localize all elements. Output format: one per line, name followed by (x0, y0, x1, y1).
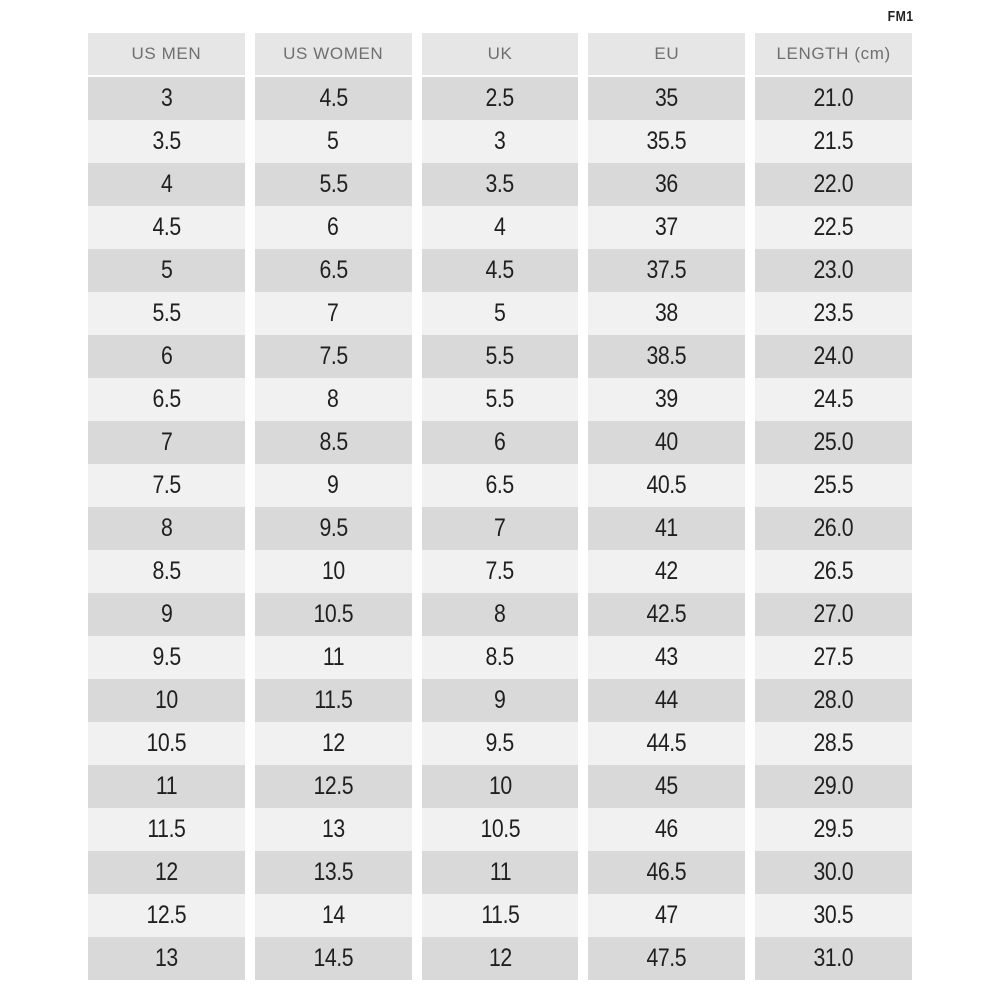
table-cell (88, 335, 245, 378)
table-cell (422, 77, 579, 120)
table-cell (422, 679, 579, 722)
table-cell-value: 26.5 (813, 557, 854, 585)
table-row (88, 421, 912, 464)
table-cell (588, 163, 745, 206)
size-conversion-table (88, 33, 912, 980)
table-cell (755, 120, 912, 163)
table-cell (422, 937, 579, 980)
table-cell-value: 46 (655, 815, 679, 843)
table-row (88, 507, 912, 550)
table-cell (755, 507, 912, 550)
table-cell-value: 12 (321, 729, 345, 757)
table-row (88, 464, 912, 507)
table-row (88, 206, 912, 249)
table-cell (255, 765, 412, 808)
table-cell (755, 937, 912, 980)
table-cell (88, 550, 245, 593)
table-cell-value: 3.5 (152, 127, 181, 155)
table-cell-value: 5.5 (319, 170, 348, 198)
header-cell: EU (588, 33, 745, 75)
table-cell-value: 31.0 (813, 944, 854, 972)
table-cell-value: 42 (655, 557, 679, 585)
table-cell-value: 7.5 (485, 557, 515, 585)
table-cell-value: 21.0 (813, 84, 854, 112)
table-cell-value: 14 (321, 901, 345, 929)
table-cell (255, 808, 412, 851)
table-cell-value: 46.5 (646, 858, 687, 886)
table-cell-value: 27.0 (813, 600, 854, 628)
table-cell-value: 35 (655, 84, 679, 112)
table-cell-value: 6 (327, 213, 339, 241)
table-row (88, 77, 912, 120)
table-cell (255, 937, 412, 980)
table-cell-value: 37.5 (646, 256, 687, 284)
table-row (88, 335, 912, 378)
table-row (88, 636, 912, 679)
table-cell (255, 593, 412, 636)
table-cell (588, 378, 745, 421)
table-cell-value: 25.5 (813, 471, 854, 499)
table-cell (88, 163, 245, 206)
table-cell (255, 421, 412, 464)
table-cell-value: 3 (494, 127, 506, 155)
table-cell (755, 765, 912, 808)
table-cell (422, 507, 579, 550)
table-cell (755, 722, 912, 765)
table-cell-value: 8 (160, 514, 173, 542)
table-cell (88, 808, 245, 851)
header-cell: UK (422, 33, 579, 75)
table-cell (255, 894, 412, 937)
table-row (88, 120, 912, 163)
table-cell (755, 464, 912, 507)
table-cell (422, 550, 579, 593)
table-cell (88, 593, 245, 636)
table-cell (755, 808, 912, 851)
table-cell (422, 593, 579, 636)
table-cell (422, 808, 579, 851)
table-cell-value: 11 (322, 643, 344, 671)
table-cell (422, 120, 579, 163)
table-cell-value: 40 (655, 428, 679, 456)
table-cell-value: 28.5 (813, 729, 854, 757)
table-cell-value: 38.5 (646, 342, 687, 370)
table-cell (255, 550, 412, 593)
table-cell (588, 550, 745, 593)
table-cell-value: 8 (327, 385, 339, 413)
table-cell (88, 722, 245, 765)
table-cell-value: 35.5 (646, 127, 687, 155)
table-cell-value: 23.0 (813, 256, 854, 284)
table-cell (88, 464, 245, 507)
table-cell-value: 11 (489, 858, 511, 886)
table-cell (88, 507, 245, 550)
table-cell-value: 41 (655, 514, 679, 542)
table-cell-value: 7.5 (152, 471, 181, 499)
table-cell-value: 9.5 (319, 514, 348, 542)
table-cell-value: 22.5 (813, 213, 854, 241)
table-cell-value: 45 (655, 772, 679, 800)
table-cell-value: 23.5 (813, 299, 854, 327)
table-row (88, 894, 912, 937)
table-cell-value: 11.5 (314, 686, 353, 714)
table-row (88, 163, 912, 206)
table-cell-value: 5.5 (485, 342, 515, 370)
table-cell (588, 507, 745, 550)
table-cell (588, 636, 745, 679)
table-cell (588, 937, 745, 980)
table-row (88, 550, 912, 593)
table-cell-value: 13 (154, 944, 178, 972)
table-cell-value: 4 (160, 170, 173, 198)
table-row (88, 292, 912, 335)
table-cell (588, 421, 745, 464)
table-cell (255, 163, 412, 206)
table-cell-value: 5.5 (485, 385, 515, 413)
table-cell-value: 40.5 (646, 471, 687, 499)
table-cell-value: 7 (327, 299, 339, 327)
table-cell-value: 47 (655, 901, 679, 929)
table-cell-value: 14.5 (313, 944, 354, 972)
table-cell-value: 2.5 (485, 84, 515, 112)
table-cell (255, 335, 412, 378)
table-cell-value: 6.5 (319, 256, 348, 284)
table-cell-value: 39 (655, 385, 679, 413)
table-cell (755, 894, 912, 937)
table-cell-value: 13.5 (313, 858, 354, 886)
table-cell-value: 4.5 (152, 213, 181, 241)
table-cell (422, 249, 579, 292)
table-row (88, 937, 912, 980)
table-cell-value: 25.0 (813, 428, 854, 456)
table-cell (422, 163, 579, 206)
table-cell-value: 11.5 (147, 815, 186, 843)
table-cell (88, 851, 245, 894)
table-cell-value: 30.5 (813, 901, 854, 929)
table-cell-value: 9 (327, 471, 339, 499)
table-cell-value: 11.5 (480, 901, 520, 929)
table-cell (255, 636, 412, 679)
table-cell-value: 9 (494, 686, 506, 714)
table-cell (88, 765, 245, 808)
table-cell (588, 249, 745, 292)
table-cell (755, 249, 912, 292)
table-cell-value: 7 (494, 514, 506, 542)
table-cell-value: 12 (154, 858, 178, 886)
table-cell-value: 9 (160, 600, 173, 628)
table-cell (588, 120, 745, 163)
table-cell (588, 593, 745, 636)
table-cell (755, 206, 912, 249)
table-body (88, 77, 912, 980)
table-cell (755, 77, 912, 120)
table-cell (588, 894, 745, 937)
table-cell-value: 13 (321, 815, 345, 843)
table-row (88, 679, 912, 722)
table-cell-value: 3 (160, 84, 173, 112)
table-cell-value: 47.5 (646, 944, 687, 972)
table-cell-value: 21.5 (813, 127, 854, 155)
table-row (88, 378, 912, 421)
table-cell-value: 5.5 (152, 299, 181, 327)
table-cell-value: 11 (155, 772, 178, 800)
table-cell-value: 4 (494, 213, 506, 241)
table-cell (588, 722, 745, 765)
table-cell-value: 38 (655, 299, 679, 327)
table-cell (255, 120, 412, 163)
table-cell (755, 378, 912, 421)
table-cell-value: 9.5 (152, 643, 181, 671)
table-cell (588, 292, 745, 335)
table-cell-value: 24.0 (813, 342, 854, 370)
table-cell-value: 5 (494, 299, 506, 327)
table-cell-value: 24.5 (813, 385, 854, 413)
table-cell-value: 12.5 (146, 901, 187, 929)
table-cell-value: 10 (488, 772, 512, 800)
table-cell (755, 593, 912, 636)
table-cell-value: 12 (488, 944, 512, 972)
table-row (88, 249, 912, 292)
table-cell (88, 679, 245, 722)
table-cell-value: 8.5 (152, 557, 181, 585)
table-cell-value: 10.5 (480, 815, 520, 843)
table-cell (755, 636, 912, 679)
table-cell (88, 421, 245, 464)
table-cell-value: 6.5 (152, 385, 181, 413)
table-cell-value: 5 (160, 256, 173, 284)
table-cell-value: 6.5 (485, 471, 515, 499)
table-cell (755, 163, 912, 206)
table-cell (255, 378, 412, 421)
table-cell (255, 77, 412, 120)
table-cell (588, 851, 745, 894)
table-row (88, 722, 912, 765)
table-cell-value: 43 (655, 643, 679, 671)
table-cell-value: 6 (494, 428, 506, 456)
table-cell (755, 421, 912, 464)
table-cell-value: 3.5 (485, 170, 515, 198)
table-cell (755, 550, 912, 593)
table-cell-value: 5 (327, 127, 339, 155)
table-cell (88, 937, 245, 980)
table-row (88, 765, 912, 808)
header-cell: US WOMEN (255, 33, 412, 75)
table-cell-value: 28.0 (813, 686, 854, 714)
header-cell: LENGTH (cm) (755, 33, 912, 75)
table-cell-value: 9.5 (485, 729, 515, 757)
table-cell (88, 378, 245, 421)
table-cell (88, 77, 245, 120)
table-cell-value: 29.5 (813, 815, 854, 843)
table-cell (588, 765, 745, 808)
table-cell-value: 37 (655, 213, 679, 241)
table-cell (88, 636, 245, 679)
table-cell (422, 206, 579, 249)
table-cell (255, 249, 412, 292)
table-row (88, 808, 912, 851)
table-cell (255, 464, 412, 507)
table-cell-value: 12.5 (313, 772, 354, 800)
table-cell (588, 679, 745, 722)
table-cell (88, 249, 245, 292)
table-cell (88, 120, 245, 163)
table-cell-value: 42.5 (646, 600, 687, 628)
table-cell (588, 77, 745, 120)
table-cell (255, 679, 412, 722)
table-cell (588, 206, 745, 249)
table-cell (422, 894, 579, 937)
table-cell (588, 808, 745, 851)
table-cell (88, 292, 245, 335)
table-cell-value: 8 (494, 600, 506, 628)
table-cell (88, 894, 245, 937)
table-cell-value: 22.0 (813, 170, 854, 198)
table-cell-value: 36 (655, 170, 679, 198)
table-cell-value: 44.5 (646, 729, 687, 757)
table-cell-value: 10 (154, 686, 178, 714)
table-row (88, 593, 912, 636)
table-cell-value: 7.5 (319, 342, 348, 370)
table-cell-value: 4.5 (319, 84, 348, 112)
table-row (88, 851, 912, 894)
table-cell (255, 292, 412, 335)
table-cell (422, 765, 579, 808)
table-cell (255, 722, 412, 765)
table-cell (88, 206, 245, 249)
table-cell (588, 464, 745, 507)
table-cell-value: 8.5 (319, 428, 348, 456)
table-cell-value: 8.5 (485, 643, 515, 671)
table-cell-value: 30.0 (813, 858, 854, 886)
table-cell (755, 292, 912, 335)
table-cell (422, 335, 579, 378)
table-cell (422, 292, 579, 335)
table-cell-value: 10.5 (313, 600, 354, 628)
table-cell-value: 27.5 (813, 643, 854, 671)
table-cell (422, 464, 579, 507)
table-cell-value: 29.0 (813, 772, 854, 800)
table-cell-value: 10 (321, 557, 345, 585)
table-cell (255, 507, 412, 550)
table-cell (422, 378, 579, 421)
table-cell-value: 44 (655, 686, 679, 714)
table-cell-value: 4.5 (485, 256, 515, 284)
table-cell (255, 206, 412, 249)
table-header-row (88, 33, 912, 75)
table-cell (422, 421, 579, 464)
table-cell (755, 851, 912, 894)
table-cell (422, 851, 579, 894)
table-cell (588, 335, 745, 378)
table-cell-value: 6 (160, 342, 173, 370)
table-cell (755, 335, 912, 378)
table-cell (422, 636, 579, 679)
chart-code-label: FM1 (887, 8, 913, 25)
table-cell (422, 722, 579, 765)
table-cell-value: 26.0 (813, 514, 854, 542)
header-cell: US MEN (88, 33, 245, 75)
table-cell-value: 10.5 (146, 729, 187, 757)
table-cell-value: 7 (160, 428, 173, 456)
table-cell (755, 679, 912, 722)
table-cell (255, 851, 412, 894)
